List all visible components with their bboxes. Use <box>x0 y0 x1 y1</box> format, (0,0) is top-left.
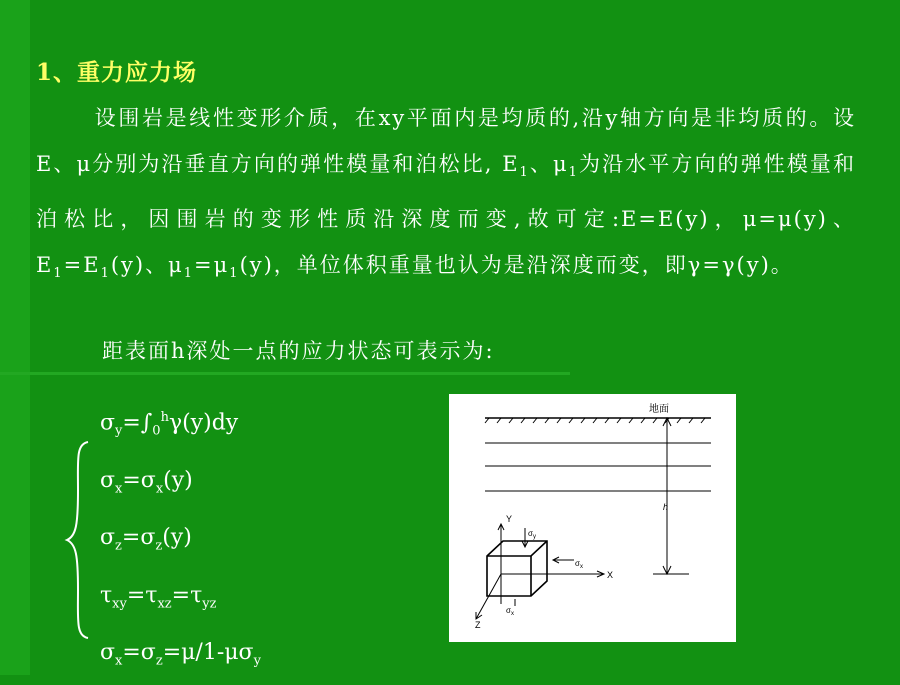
element-cube <box>487 541 547 596</box>
formula-sigma-z: $\sigma_z=\sigma_z(y)$ <box>100 525 192 554</box>
paragraph-2: 距表面h深处一点的应力状态可表示为: <box>102 339 495 363</box>
formula-sigma-y: $\sigma_y=\int_0^h\gamma(y)dy$ <box>100 410 239 439</box>
formula-tau: $\tau_{xy}=\tau_{xz}=\tau_{yz}$ <box>100 582 217 611</box>
sigma-x-label: $\sigma_x$ <box>575 559 583 570</box>
formula-lateral: $\sigma_x=\sigma_z=\mu/1-\mu\sigma_y$ <box>100 639 261 669</box>
decorative-band-vertical <box>0 0 30 675</box>
left-brace <box>64 440 94 640</box>
y-axis-label: Y <box>506 514 513 524</box>
section-heading: 1、重力应力场 <box>36 59 198 86</box>
stress-diagram <box>449 394 736 642</box>
x-axis-label: X <box>607 570 614 580</box>
formula-sigma-x: $\sigma_x=\sigma_x(y)$ <box>100 467 193 497</box>
sigma-z-label: $\sigma_x$ <box>506 606 514 617</box>
depth-label: h <box>663 502 669 512</box>
paragraph-1: 设围岩是线性变形介质，在xy平面内是均质的,沿y轴方向是非均质的。设E、μ分别为沿垂直方向的弹性模量和泊松比, $E_1$、$\mu_1$为沿水平方向的弹性模量和泊松比，因围岩的变形性质沿深度而变,故可定:E=E(y)，μ=μ(y)、$E_1=E_1(y)$、$\mu_1=\mu_1(y)$，单位体积重量也认为是沿深度而变，即γ=γ(y)。 <box>36 106 856 282</box>
sigma-y-label: $\sigma_y$ <box>528 529 536 540</box>
ground-label: 地面 <box>649 404 669 415</box>
stress-formulas <box>100 393 261 685</box>
z-axis-label: Z <box>475 620 481 630</box>
